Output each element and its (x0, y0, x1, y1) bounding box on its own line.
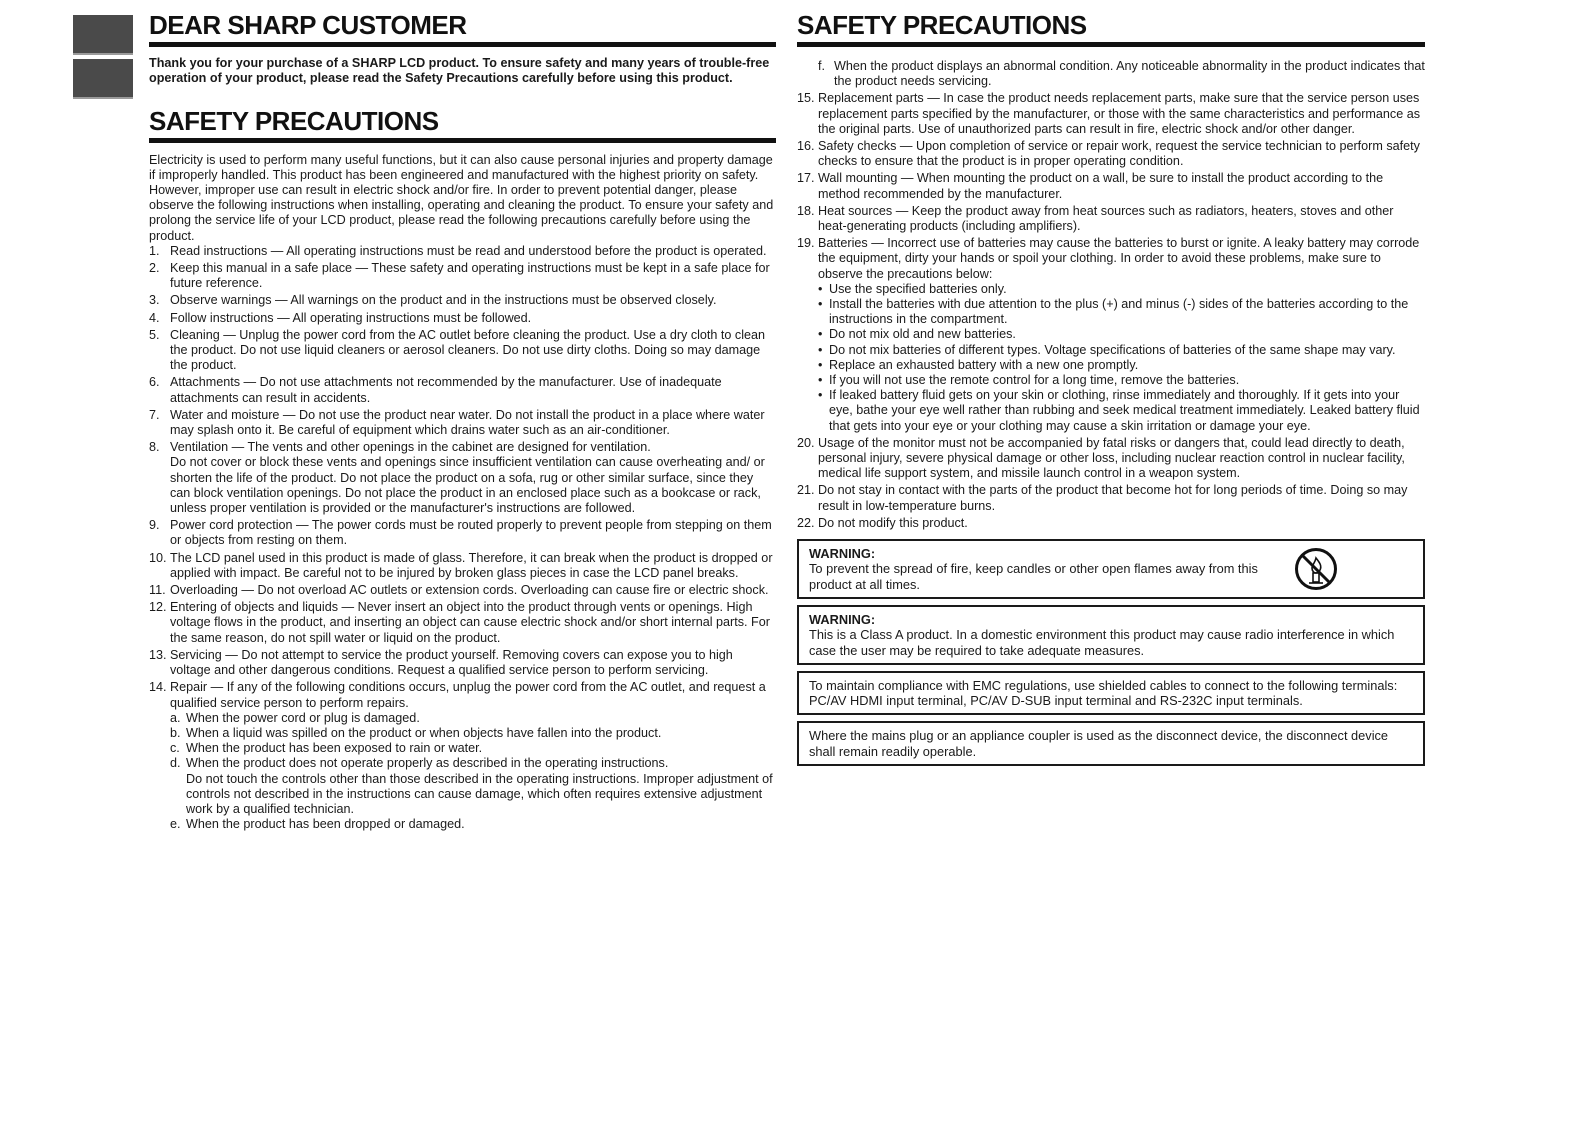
sub-item: b. When a liquid was spilled on the product or when objects have fallen into the product. (170, 725, 662, 740)
warning-title: WARNING: (809, 546, 876, 562)
sub-item: a. When the power cord or plug is damaged. (170, 710, 420, 725)
list-item: 19. Batteries — Incorrect use of batteries may cause the batteries to burst or ignite. A leaky battery may corrode the equipment, dirty your hands or spoil your clothing. In order to avoid these problems, make sure to observe the precautions below: • Use the specified batteries only. • Install the batteries with due attention to the plus (+) and minus (-) sides of the batteries according to the instructions in the compartment. • Do not mix old and new batteries. • Do not mix batteries of different types. Voltage specifications of batteries of the same shape may vary. • Replace an exhausted battery with a new one promptly. • If you will not use the remote control for a long time, remove the batteries. • If leaked battery fluid gets on your skin or clothing, rinse immediately and thoroughly. If it gets into your eye, bathe your eye well rather than rubbing and seek medical treatment immediately. Leaked battery fluid that gets into your eye or your clothing may cause a skin irritation or damage your eye. (797, 236, 1425, 434)
list-item: 7. Water and moisture — Do not use the product near water. Do not install the product in a place where water may splash onto it. Be careful of equipment which drains water such as an air-conditioner. (149, 407, 765, 438)
list-item: 20. Usage of the monitor must not be accompanied by fatal risks or dangers that, could lead directly to death, personal injury, severe physical damage or other loss, including nuclear reaction control in nuclear facility, medical life support system, and missile launch control in a weapon system. (797, 435, 1405, 481)
list-item: 21. Do not stay in contact with the parts of the product that become hot for long periods of time. Doing so may result in low-temperature burns. (797, 483, 1408, 513)
warning-text: To prevent the spread of fire, keep candles or other open flames away from this product at all times. (809, 561, 1258, 592)
sub-item: f. When the product displays an abnormal condition. Any noticeable abnormality in the product indicates that the product needs servicing. (818, 59, 1425, 89)
bullet-item: • If leaked battery fluid gets on your skin or clothing, rinse immediately and thoroughly. If it gets into your eye, bathe your eye well rather than rubbing and seek medical treatment immediately. Leaked battery fluid that gets into your eye or your clothing may cause a skin irritation or damage your eye. (818, 388, 1425, 434)
bullet-item: • If you will not use the remote control for a long time, remove the batteries. (818, 373, 1425, 388)
list-item: 8. Ventilation — The vents and other openings in the cabinet are designed for ventilation. Do not cover or block these vents and openings since insufficient ventilation can cause overheating and/ or shorten the life of the product. Do not place the product on a sofa, rug or other similar surface, since they can block ventilation openings. Do not place the product in an enclosed place such as a bookcase or rack, unless proper ventilation is provided or the manufacturer's instructions are followed. (149, 440, 765, 516)
disconnect-text: Where the mains plug or an appliance coupler is used as the disconnect device, the disconnect device shall remain readily operable. (809, 728, 1389, 759)
list-item: 4. Follow instructions — All operating instructions must be followed. (149, 310, 532, 325)
safety-heading-right: SAFETY PRECAUTIONS (797, 10, 1425, 47)
list-item: 1. Read instructions — All operating instructions must be read and understood before the product is operated. (149, 243, 767, 258)
customer-title: DEAR SHARP CUSTOMER (149, 10, 776, 47)
bullet-item: • Do not mix batteries of different types. Voltage specifications of batteries of the same shape may vary. (818, 343, 1425, 358)
section-tab-1 (73, 15, 133, 55)
intro-text: Thank you for your purchase of a SHARP LCD product. To ensure safety and many years of trouble-free operation of your product, please read the Safety Precautions carefully before using this product. (149, 56, 770, 86)
list-item: 13. Servicing — Do not attempt to service the product yourself. Removing covers can expose you to high voltage and other dangerous conditions. Request a qualified service person to perform servicing. (149, 647, 733, 678)
safety-heading-left: SAFETY PRECAUTIONS (149, 106, 776, 143)
list-item: 11. Overloading — Do not overload AC outlets or extension cords. Overloading can cause fire or electric shock. (149, 583, 769, 598)
sub-item: d. When the product does not operate properly as described in the operating instructions. Do not touch the controls other than those described in the operating instructions. Improper adjustment of controls not described in the instructions can cause damage, which often requires extensive adjustment work by a qualified technician. (170, 756, 773, 816)
warning-box-class-a (797, 605, 1425, 665)
list-item: 22. Do not modify this product. (797, 515, 968, 530)
sub-item: c. When the product has been exposed to rain or water. (170, 741, 483, 756)
repair-conditions-list (170, 711, 776, 833)
emc-notice-box (797, 671, 1425, 716)
disconnect-notice-box (797, 721, 1425, 766)
precautions-list-right (797, 59, 1425, 531)
list-item: 12. Entering of objects and liquids — Never insert an object into the product through vents or openings. High voltage flows in the product, and inserting an object can cause electric shock and/or short internal parts. For the same reason, do not spill water or liquid on the product. (149, 600, 770, 645)
precautions-list-left (149, 244, 776, 833)
list-item: 10. The LCD panel used in this product is made of glass. Therefore, it can break when the product is dropped or applied with impact. Be careful not to be injured by broken glass pieces in case the LCD panel breaks. (149, 550, 773, 580)
battery-precautions-list (818, 282, 1425, 434)
list-item: 14. Repair — If any of the following conditions occurs, unplug the power cord from the AC outlet, and request a qualified service person to perform repairs. a. When the power cord or plug is damaged. b. When a liquid was spilled on the product or when objects have fallen into the product. c. When the product has been exposed to rain or water. d. When the product does not operate properly as described in the operating instructions. Do not touch the controls other than those described in the operating instructions. Improper adjustment of controls not described in the instructions can cause damage, which often requires extensive adjustment work by a qualified technician. e. When the product has been dropped or damaged. (149, 680, 776, 832)
section-tab-2 (73, 59, 133, 99)
list-item: 15. Replacement parts — In case the product needs replacement parts, make sure that the service person uses replacement parts specified by the manufacturer, or those with the same characteristics and performance as the original parts. Use of unauthorized parts can result in fire, electric shock and/or other danger. (797, 91, 1420, 136)
list-item: 16. Safety checks — Upon completion of service or repair work, request the service technician to perform safety checks to ensure that the product is in proper operating condition. (797, 139, 1420, 169)
bullet-item: • Use the specified batteries only. (818, 282, 1425, 297)
sub-item: e. When the product has been dropped or damaged. (170, 817, 465, 832)
left-column (149, 10, 776, 834)
list-item: 9. Power cord protection — The power cords must be routed properly to prevent people from stepping on them or objects from resting on them. (149, 518, 772, 548)
safety-intro-paragraph: Electricity is used to perform many useful functions, but it can also cause personal injuries and property damage if improperly handled. This product has been engineered and manufactured with the highest priority on safety. However, improper use can result in electric shock and/or fire. In order to prevent potential danger, please observe the following instructions when installing, operating and cleaning the product. To ensure your safety and prolong the service life of your LCD product, please read the following precautions carefully before using the product. (149, 152, 774, 243)
bullet-item: • Replace an exhausted battery with a new one promptly. (818, 358, 1425, 373)
bullet-item: • Do not mix old and new batteries. (818, 327, 1425, 342)
warning-box-fire (797, 539, 1425, 599)
list-item: 3. Observe warnings — All warnings on the product and in the instructions must be observed closely. (149, 293, 717, 308)
right-column (797, 10, 1425, 766)
emc-text: To maintain compliance with EMC regulations, use shielded cables to connect to the following terminals: PC/AV HDMI input terminal, PC/AV D-SUB input terminal and RS-232C input terminals. (809, 677, 1398, 709)
warning-text: This is a Class A product. In a domestic environment this product may cause radio interference in which case the user may be required to take adequate measures. (809, 627, 1395, 658)
list-item: 6. Attachments — Do not use attachments not recommended by the manufacturer. Use of inadequate attachments can result in accidents. (149, 375, 722, 405)
bullet-item: • Install the batteries with due attention to the plus (+) and minus (-) sides of the batteries according to the instructions in the compartment. (818, 297, 1425, 327)
warning-title: WARNING: (809, 611, 876, 627)
list-item: 5. Cleaning — Unplug the power cord from the AC outlet before cleaning the product. Use a dry cloth to clean the product. Do not use liquid cleaners or aerosol cleaners. Do not use dirty cloths. Doing so may damage the product. (149, 327, 766, 373)
list-item: 2. Keep this manual in a safe place — These safety and operating instructions must be kept in a safe place for future reference. (149, 261, 770, 291)
list-item: 17. Wall mounting — When mounting the product on a wall, be sure to install the product according to the method recommended by the manufacturer. (797, 171, 1384, 201)
no-open-flame-icon (1294, 547, 1338, 591)
list-item: 18. Heat sources — Keep the product away from heat sources such as radiators, heaters, stoves and other heat-generating products (including amplifiers). (797, 203, 1394, 234)
